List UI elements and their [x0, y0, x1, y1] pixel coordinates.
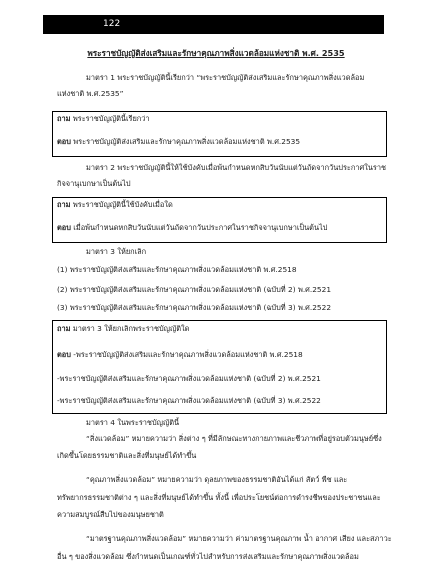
- section3-item: (1) พระราชบัญญัติส่งเสริมและรักษาคุณภาพสิ่งแวดล้อมแห่งชาติ พ.ศ.2518: [57, 265, 297, 274]
- qa2-answer: [57, 223, 327, 233]
- section3-item: (3) พระราชบัญญัติส่งเสริมและรักษาคุณภาพสิ่งแวดล้อมแห่งชาติ (ฉบับที่ 3) พ.ศ.2522: [57, 303, 332, 312]
- qa1-question: [57, 114, 150, 124]
- document-title: พระราชบัญญัติส่งเสริมและรักษาคุณภาพสิ่งแวดล้อมแห่งชาติ พ.ศ. 2535: [87, 48, 345, 58]
- answer-text: -พระราชบัญญัติส่งเสริมและรักษาคุณภาพสิ่งแวดล้อมแห่งชาติ พ.ศ.2518: [73, 350, 303, 359]
- definition-line: อื่น ๆ ของสิ่งแวดล้อม ซึ่งกำหนดเป็นเกณฑ์ทั่วไปสำหรับการส่งเสริมและรักษาคุณภาพสิ่งแวดล้อม: [57, 552, 359, 561]
- question-label: ถาม: [57, 200, 71, 209]
- qa1-answer: [57, 137, 300, 147]
- question-text: พระราชบัญญัตินี้เรียกว่า: [72, 114, 150, 123]
- question-text: พระราชบัญญัตินี้ใช้บังคับเมื่อใด: [72, 200, 173, 209]
- section4-heading: มาตรา 4 ในพระราชบัญญัตินี้: [86, 418, 180, 427]
- qa3-answer: [57, 350, 303, 360]
- definition-line: “สิ่งแวดล้อม” หมายความว่า สิ่งต่าง ๆ ที่มีลักษณะทางกายภาพและชีวภาพที่อยู่รอบตัวมนุษย์ซึ่ง: [86, 434, 382, 443]
- section1-line1: มาตรา 1 พระราชบัญญัตินี้เรียกว่า “พระราชบัญญัติส่งเสริมและรักษาคุณภาพสิ่งแวดล้อม: [86, 73, 365, 82]
- definition-line: “คุณภาพสิ่งแวดล้อม” หมายความว่า ดุลยภาพของธรรมชาติอันได้แก่ สัตว์ พืช และ: [86, 475, 348, 484]
- question-label: ถาม: [57, 324, 71, 333]
- answer-label: ตอบ: [57, 350, 71, 359]
- answer-label: ตอบ: [57, 223, 71, 232]
- definition-line: ทรัพยากรธรรมชาติต่าง ๆ และสิ่งที่มนุษย์ได้ทำขึ้น ทั้งนี้ เพื่อประโยชน์ต่อการดำรงชีพของประชาชนและ: [57, 493, 381, 502]
- section2-line2: กิจจานุเบกษาเป็นต้นไป: [57, 179, 131, 188]
- question-label: ถาม: [57, 114, 71, 123]
- definition-line: “มาตรฐานคุณภาพสิ่งแวดล้อม” หมายความว่า ค่ามาตรฐานคุณภาพ น้ำ อากาศ เสียง และสภาวะ: [86, 534, 392, 543]
- answer-label: ตอบ: [57, 137, 71, 146]
- definition-line: ความสมบูรณ์สืบไปของมนุษยชาติ: [57, 510, 164, 519]
- section3-heading: มาตรา 3 ให้ยกเลิก: [86, 247, 147, 256]
- answer-text: พระราชบัญญัติส่งเสริมและรักษาคุณภาพสิ่งแวดล้อมแห่งชาติ พ.ศ.2535: [73, 137, 301, 146]
- qa3-answer-line: -พระราชบัญญัติส่งเสริมและรักษาคุณภาพสิ่งแวดล้อมแห่งชาติ (ฉบับที่ 3) พ.ศ.2522: [57, 396, 321, 405]
- section3-item: (2) พระราชบัญญัติส่งเสริมและรักษาคุณภาพสิ่งแวดล้อมแห่งชาติ (ฉบับที่ 2) พ.ศ.2521: [57, 285, 332, 294]
- qa2-question: [57, 200, 173, 210]
- section2-line1: มาตรา 2 พระราชบัญญัตินี้ให้ใช้บังคับเมื่อพ้นกำหนดหกสิบวันนับแต่วันถัดจากวันประกาศในราช: [86, 163, 387, 172]
- qa3-question: [57, 324, 189, 334]
- question-text: มาตรา 3 ให้ยกเลิกพระราชบัญญัติใด: [72, 324, 190, 333]
- qa3-answer-line: -พระราชบัญญัติส่งเสริมและรักษาคุณภาพสิ่งแวดล้อมแห่งชาติ (ฉบับที่ 2) พ.ศ.2521: [57, 374, 321, 383]
- answer-text: เมื่อพ้นกำหนดหกสิบวันนับแต่วันถัดจากวันประกาศในราชกิจจานุเบกษาเป็นต้นไป: [73, 223, 328, 232]
- section1-line2: แห่งชาติ พ.ศ.2535”: [57, 89, 124, 98]
- definition-line: เกิดขึ้นโดยธรรมชาติและสิ่งที่มนุษย์ได้ทำขึ้น: [57, 451, 197, 460]
- page-header-bar: [43, 15, 384, 34]
- page-number: 122: [103, 19, 121, 29]
